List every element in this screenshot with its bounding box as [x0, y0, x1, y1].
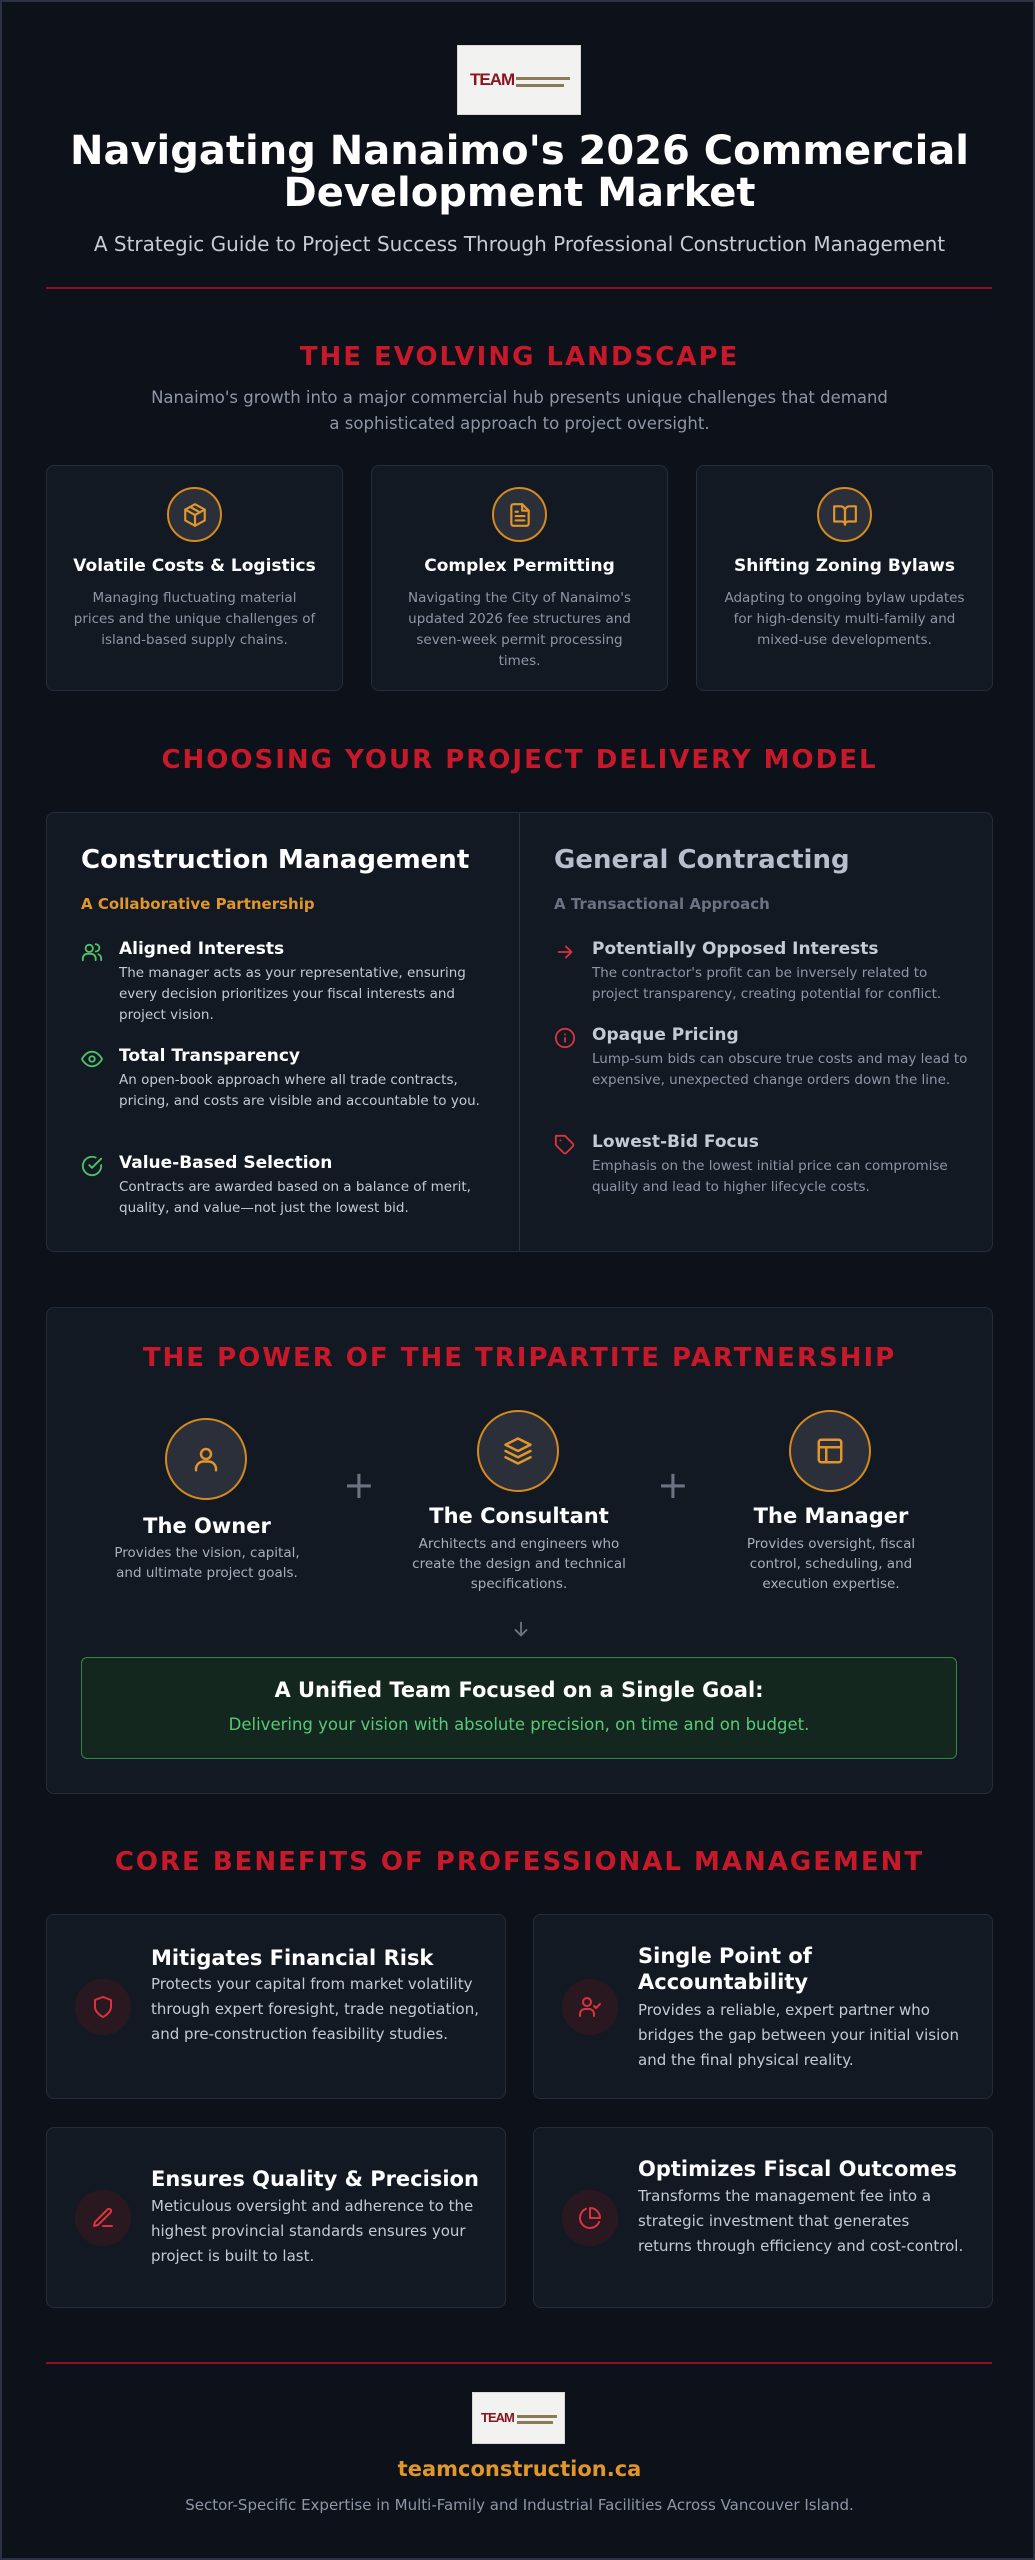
- landscape-intro: Nanaimo's growth into a major commercial hub presents unique challenges that demand a sophisticated approach to project oversight.: [151, 388, 888, 433]
- arrow-down-icon: [510, 1618, 532, 1644]
- document-icon: [492, 487, 547, 542]
- info-icon: [554, 1027, 576, 1053]
- landscape-card-zoning: Shifting Zoning Bylaws Adapting to ongoing bylaw updates for high-density multi-family and mixed-use developments.: [696, 465, 993, 691]
- header-divider: [46, 287, 992, 289]
- layout-icon: [789, 1410, 871, 1492]
- eye-icon: [81, 1048, 103, 1074]
- team-logo: TEAM: [457, 45, 581, 115]
- users-icon: [81, 941, 103, 967]
- pie-chart-icon: [562, 2190, 618, 2246]
- box-icon: [167, 487, 222, 542]
- delivery-comparison-card: Construction Management A Collaborative Partnership Aligned Interests The manager acts as your representative, ensuring every decision prioritizes your fiscal interests and project vision. Total Transparency An open-book approach where all trade contracts, pricing, and costs are visible and accountable to you. Value-Based Selection Contracts are awarded based on a balance of merit, quality, and value—not just the lowest bid. General Contracting A Transactional Approach Potentially Opposed Interests The contractor's profit can be inversely related to project transparency, creating potential for conflict. Opaque Pricing Lump-sum bids can obscure true costs and may lead to expensive, unexpected change orders down the line. Lowest-Bid Focus Emphasis on the lowest initial price can compromise quality and lead to higher lifecycle costs.: [46, 812, 993, 1252]
- benefit-fiscal: Optimizes Fiscal Outcomes Transforms the management fee into a strategic investment that generates returns through efficiency and cost-control.: [533, 2127, 993, 2308]
- cm-title: Construction Management: [81, 845, 470, 875]
- gc-tagline: A Transactional Approach: [554, 895, 770, 913]
- page-subtitle: A Strategic Guide to Project Success Through Professional Construction Management: [93, 232, 946, 256]
- partnership-heading: THE POWER OF THE TRIPARTITE PARTNERSHIP: [142, 1343, 897, 1373]
- footer-logo: TEAM: [472, 2392, 565, 2444]
- benefit-accountability: Single Point of Accountability Provides a reliable, expert partner who bridges the gap between your initial vision and the final physical reality.: [533, 1914, 993, 2099]
- benefit-quality: Ensures Quality & Precision Meticulous oversight and adherence to the highest provincial standards ensures your project is built to last.: [46, 2127, 506, 2308]
- cm-tagline: A Collaborative Partnership: [81, 895, 315, 913]
- user-icon: [165, 1418, 247, 1500]
- footer-divider: [46, 2362, 992, 2364]
- benefits-heading: CORE BENEFITS OF PROFESSIONAL MANAGEMENT: [114, 1847, 925, 1877]
- tag-icon: [554, 1134, 576, 1160]
- member-owner: The Owner Provides the vision, capital, and ultimate project goals.: [87, 1408, 327, 1588]
- unified-text: Delivering your vision with absolute precision, on time and on budget.: [228, 1715, 810, 1734]
- benefit-financial-risk: Mitigates Financial Risk Protects your capital from market volatility through expert foresight, trade negotiation, and pre-construction feasibility studies.: [46, 1914, 506, 2099]
- pen-icon: [75, 2190, 131, 2246]
- unified-title: A Unified Team Focused on a Single Goal:: [274, 1678, 764, 1702]
- landscape-card-costs: Volatile Costs & Logistics Managing fluctuating material prices and the unique challenges of island-based supply chains.: [46, 465, 343, 691]
- plus-sign-2: +: [657, 1463, 689, 1507]
- comparison-divider: [519, 813, 520, 1251]
- book-icon: [817, 487, 872, 542]
- unified-goal-box: [81, 1657, 957, 1759]
- check-circle-icon: [81, 1155, 103, 1181]
- landscape-heading: THE EVOLVING LANDSCAPE: [299, 342, 740, 372]
- arrow-right-icon: [554, 941, 576, 967]
- member-manager: The Manager Provides oversight, fiscal control, scheduling, and execution expertise.: [711, 1400, 951, 1590]
- page-title: Navigating Nanaimo's 2026 Commercial Development Market: [70, 128, 969, 216]
- plus-sign-1: +: [343, 1463, 375, 1507]
- member-consultant: The Consultant Architects and engineers who create the design and technical specifications.: [399, 1400, 639, 1590]
- landscape-card-permitting: Complex Permitting Navigating the City of Nanaimo's updated 2026 fee structures and seven-week permit processing times.: [371, 465, 668, 691]
- gc-title: General Contracting: [554, 845, 850, 875]
- layers-icon: [477, 1410, 559, 1492]
- footer-tagline: Sector-Specific Expertise in Multi-Family and Industrial Facilities Across Vancouver Island.: [185, 2496, 854, 2514]
- shield-icon: [75, 1979, 131, 2035]
- footer-url[interactable]: teamconstruction.ca: [397, 2457, 642, 2481]
- partnership-card: [46, 1307, 993, 1794]
- delivery-heading: CHOOSING YOUR PROJECT DELIVERY MODEL: [161, 745, 878, 775]
- user-check-icon: [562, 1979, 618, 2035]
